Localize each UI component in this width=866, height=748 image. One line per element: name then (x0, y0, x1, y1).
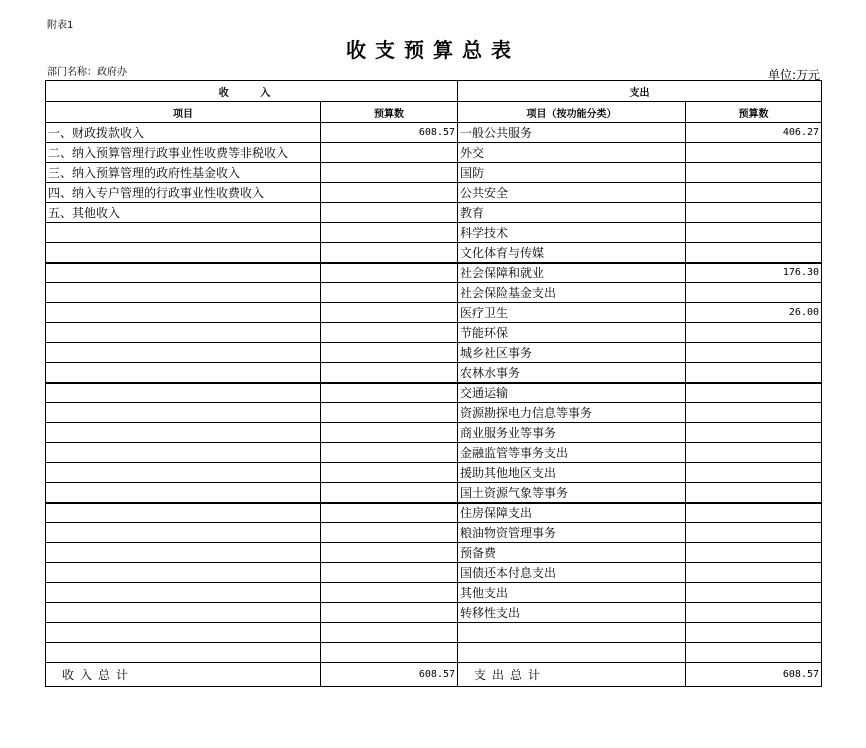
table-row (46, 123, 822, 143)
table-row (46, 443, 822, 463)
income-item-cell (46, 303, 321, 323)
table-row (46, 383, 822, 403)
income-item-cell (46, 403, 321, 423)
table-row (46, 143, 822, 163)
table-row (46, 403, 822, 423)
expense-item-header: 项目（按功能分类） (458, 102, 686, 123)
expense-value-cell (686, 483, 822, 503)
expense-item-cell: 社会保障和就业 (458, 263, 686, 283)
section-header-row (46, 81, 822, 102)
expense-item-cell: 公共安全 (458, 183, 686, 203)
expense-value-cell (686, 163, 822, 183)
attachment-label: 附表1 (47, 20, 74, 31)
expense-value-cell (686, 383, 822, 403)
income-value-cell (321, 243, 458, 263)
expense-value-cell (686, 563, 822, 583)
expense-value-cell (686, 463, 822, 483)
income-total-value: 608.57 (321, 663, 458, 687)
expense-value-cell: 26.00 (686, 303, 822, 323)
expense-value-cell (686, 143, 822, 163)
expense-value-cell (686, 503, 822, 523)
expense-value-cell (686, 223, 822, 243)
income-value-cell (321, 603, 458, 623)
expense-item-cell: 国债还本付息支出 (458, 563, 686, 583)
income-value-cell (321, 463, 458, 483)
income-item-cell (46, 523, 321, 543)
income-value-cell (321, 143, 458, 163)
expense-value-cell: 406.27 (686, 123, 822, 143)
expense-item-cell: 医疗卫生 (458, 303, 686, 323)
table-row (46, 563, 822, 583)
table-row (46, 363, 822, 383)
income-value-cell (321, 183, 458, 203)
income-value-cell (321, 223, 458, 243)
expense-item-cell: 城乡社区事务 (458, 343, 686, 363)
table-row (46, 183, 822, 203)
table-row (46, 263, 822, 283)
table-row (46, 163, 822, 183)
income-item-cell (46, 463, 321, 483)
expense-item-cell: 援助其他地区支出 (458, 463, 686, 483)
income-value-cell (321, 403, 458, 423)
income-value-cell (321, 323, 458, 343)
income-value-cell (321, 503, 458, 523)
income-item-cell (46, 623, 321, 643)
income-value-cell (321, 583, 458, 603)
expense-value-cell (686, 203, 822, 223)
income-budget-header: 预算数 (321, 102, 458, 123)
expense-value-cell (686, 363, 822, 383)
income-value-cell (321, 423, 458, 443)
income-value-cell (321, 523, 458, 543)
table-row (46, 343, 822, 363)
expense-value-cell (686, 403, 822, 423)
expense-item-cell: 转移性支出 (458, 603, 686, 623)
expense-budget-header: 预算数 (686, 102, 822, 123)
table-row (46, 503, 822, 523)
income-value-cell (321, 303, 458, 323)
income-item-cell (46, 643, 321, 663)
table-body (46, 123, 822, 663)
income-item-header: 项目 (46, 102, 321, 123)
table-row (46, 303, 822, 323)
income-item-cell (46, 603, 321, 623)
expense-value-cell (686, 283, 822, 303)
expense-item-cell: 一般公共服务 (458, 123, 686, 143)
expense-value-cell (686, 523, 822, 543)
income-item-cell (46, 423, 321, 443)
income-value-cell (321, 643, 458, 663)
column-header-row (46, 102, 822, 123)
expense-item-cell: 外交 (458, 143, 686, 163)
income-item-cell (46, 483, 321, 503)
table-row (46, 643, 822, 663)
income-item-cell (46, 543, 321, 563)
expense-item-cell: 商业服务业等事务 (458, 423, 686, 443)
expense-value-cell (686, 183, 822, 203)
expense-item-cell: 预备费 (458, 543, 686, 563)
expense-value-cell (686, 343, 822, 363)
income-value-cell (321, 363, 458, 383)
expense-item-cell: 其他支出 (458, 583, 686, 603)
income-total-label: 收入总计 (46, 663, 321, 687)
income-item-cell (46, 283, 321, 303)
expense-item-cell: 社会保险基金支出 (458, 283, 686, 303)
income-item-cell (46, 363, 321, 383)
budget-table (45, 80, 822, 687)
income-value-cell (321, 283, 458, 303)
income-value-cell (321, 623, 458, 643)
expense-item-cell (458, 643, 686, 663)
income-item-cell (46, 563, 321, 583)
income-value-cell (321, 443, 458, 463)
table-row (46, 483, 822, 503)
expense-item-cell (458, 623, 686, 643)
income-item-cell: 一、财政拨款收入 (46, 123, 321, 143)
income-value-cell (321, 343, 458, 363)
income-value-cell (321, 483, 458, 503)
income-item-cell: 三、纳入预算管理的政府性基金收入 (46, 163, 321, 183)
income-item-cell (46, 383, 321, 403)
expense-value-cell (686, 323, 822, 343)
income-value-cell: 608.57 (321, 123, 458, 143)
income-value-cell (321, 563, 458, 583)
income-item-cell (46, 583, 321, 603)
table-row (46, 583, 822, 603)
income-value-cell (321, 203, 458, 223)
page-title: 收支预算总表 (346, 38, 520, 62)
expense-item-cell: 教育 (458, 203, 686, 223)
expense-total-label: 支出总计 (458, 663, 686, 687)
income-item-cell: 五、其他收入 (46, 203, 321, 223)
expense-value-cell (686, 583, 822, 603)
table-row (46, 623, 822, 643)
income-item-cell: 二、纳入预算管理行政事业性收费等非税收入 (46, 143, 321, 163)
expense-value-cell: 176.30 (686, 263, 822, 283)
expense-value-cell (686, 603, 822, 623)
income-item-cell (46, 243, 321, 263)
income-item-cell: 四、纳入专户管理的行政事业性收费收入 (46, 183, 321, 203)
expense-value-cell (686, 543, 822, 563)
expense-item-cell: 交通运输 (458, 383, 686, 403)
unit-label: 单位:万元 (767, 68, 820, 82)
total-row (46, 663, 822, 687)
income-item-cell (46, 323, 321, 343)
expense-item-cell: 文化体育与传媒 (458, 243, 686, 263)
expense-value-cell (686, 643, 822, 663)
expense-item-cell: 资源勘探电力信息等事务 (458, 403, 686, 423)
expense-item-cell: 粮油物资管理事务 (458, 523, 686, 543)
income-item-cell (46, 263, 321, 283)
expense-item-cell: 国防 (458, 163, 686, 183)
income-item-cell (46, 443, 321, 463)
department-label: 部门名称：政府办 (47, 67, 127, 78)
table-row (46, 203, 822, 223)
table-row (46, 603, 822, 623)
income-item-cell (46, 343, 321, 363)
expense-item-cell: 节能环保 (458, 323, 686, 343)
income-value-cell (321, 263, 458, 283)
table-row (46, 243, 822, 263)
expense-item-cell: 科学技术 (458, 223, 686, 243)
table-row (46, 283, 822, 303)
table-row (46, 543, 822, 563)
income-item-cell (46, 223, 321, 243)
income-section-header: 收 入 (46, 81, 458, 102)
expense-value-cell (686, 423, 822, 443)
expense-item-cell: 住房保障支出 (458, 503, 686, 523)
expense-item-cell: 国土资源气象等事务 (458, 483, 686, 503)
table-row (46, 463, 822, 483)
income-value-cell (321, 163, 458, 183)
table-row (46, 423, 822, 443)
expense-total-value: 608.57 (686, 663, 822, 687)
expense-item-cell: 农林水事务 (458, 363, 686, 383)
table-row (46, 523, 822, 543)
expense-value-cell (686, 243, 822, 263)
table-row (46, 223, 822, 243)
expense-section-header: 支出 (458, 81, 822, 102)
expense-value-cell (686, 443, 822, 463)
table-row (46, 323, 822, 343)
expense-value-cell (686, 623, 822, 643)
expense-item-cell: 金融监管等事务支出 (458, 443, 686, 463)
income-value-cell (321, 383, 458, 403)
income-value-cell (321, 543, 458, 563)
income-item-cell (46, 503, 321, 523)
